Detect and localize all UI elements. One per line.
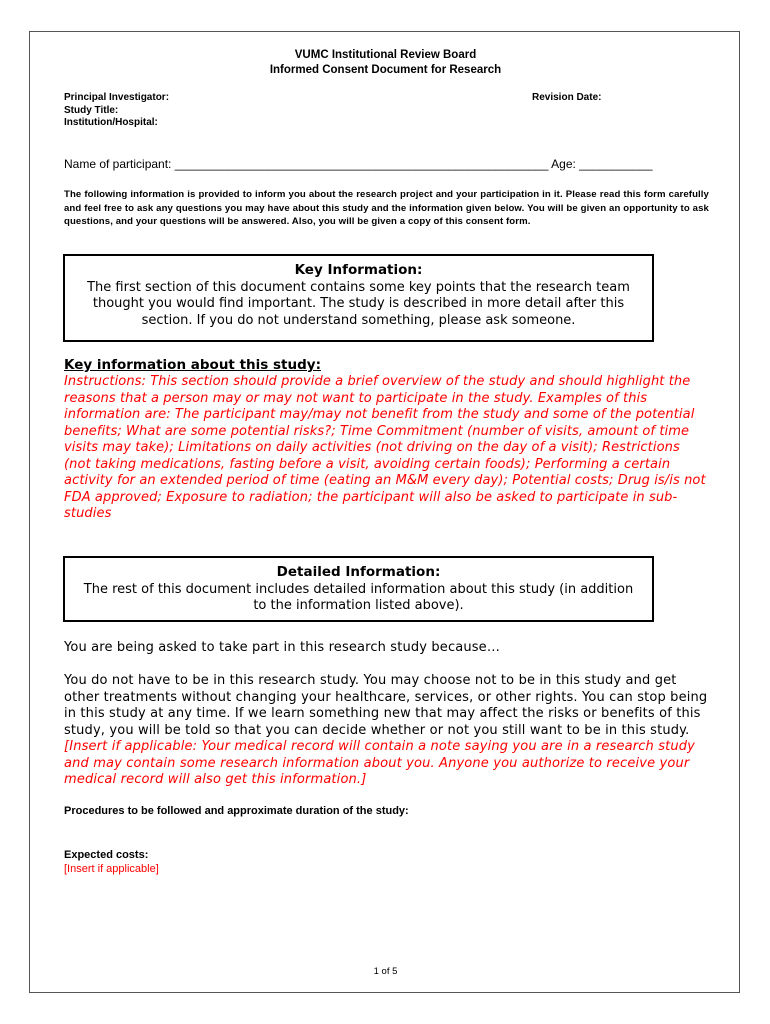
expected-costs-heading: Expected costs: [64, 849, 149, 861]
intro-paragraph: The following information is provided to inform you about the research project and your participation in it. Please read this form carefully and feel free to ask any questions you may have about this study and the information given below. You will be given an opportunity to ask questions, and your questions will be answered. Also, you will be given a copy of this consent form. [64, 189, 709, 227]
key-information-box [63, 254, 654, 342]
key-study-instructions: Instructions: This section should provide a brief overview of the study and should highlight the reasons that a person may or may not want to participate in the study. Examples of this information are: The participant may/may not benefit from the study and some of the potential benefits; What are some potential risks?; Time Commitment (number of visits, amount of time visits may take); Limitations on daily activities (not driving on the day of a visit); Restrictions (not taking medications, fasting before a visit, avoiding certain foods); Performing a certain activity for an extended period of time (eating an M&M every day); Potential costs; Drug is/is not FDA approved; Exposure to radiation; the participant will also be asked to participate in sub-studies [64, 374, 706, 521]
detailed-information-text: The rest of this document includes detailed information about this study (in addition to the information listed above). [83, 581, 634, 613]
participant-line [64, 157, 653, 171]
key-study-heading: Key information about this study: [64, 357, 321, 373]
institution-label: Institution/Hospital: [64, 117, 158, 128]
participant-name-label: Name of participant: [64, 157, 172, 171]
meta-block [64, 92, 169, 130]
voluntary-paragraph [64, 673, 709, 789]
document-page [29, 31, 740, 993]
key-information-text: The first section of this document contains some key points that the research team thought you would find important. The study is described in more detail after this section. If you do not understand something, please ask someone. [87, 279, 630, 328]
expected-costs-insert: [Insert if applicable] [64, 863, 159, 875]
procedures-heading: Procedures to be followed and approximate duration of the study: [64, 805, 409, 817]
principal-investigator-label: Principal Investigator: [64, 92, 170, 103]
voluntary-text: You do not have to be in this research study. You may choose not to be in this study and get other treatments without changing your healthcare, services, or other rights. You can stop being in this study at any time. If we learn something new that may affect the risks or benefits of this study, you will be told so that you can decide whether or not you still want to be in this study. [64, 673, 708, 738]
participant-age-field[interactable]: ___________ [579, 157, 653, 171]
key-information-title: Key Information: [294, 262, 423, 278]
detailed-information-title: Detailed Information: [276, 564, 441, 580]
participant-name-field[interactable]: ________________________________________________________ [174, 157, 549, 171]
study-title-label: Study Title: [64, 104, 119, 116]
page-number: 1 of 5 [373, 966, 398, 977]
header-line-1: VUMC Institutional Review Board [294, 49, 477, 61]
revision-date-label: Revision Date: [532, 92, 602, 103]
header-line-2: Informed Consent Document for Research [269, 64, 502, 76]
asked-paragraph: You are being asked to take part in this research study because… [64, 640, 500, 655]
detailed-information-box [63, 556, 654, 622]
voluntary-insert: [Insert if applicable: Your medical record will contain a note saying you are in a research study and may contain some research information about you. Anyone you authorize to receive your medical record will also get this information.] [64, 739, 695, 787]
participant-age-label: Age: [551, 157, 576, 171]
